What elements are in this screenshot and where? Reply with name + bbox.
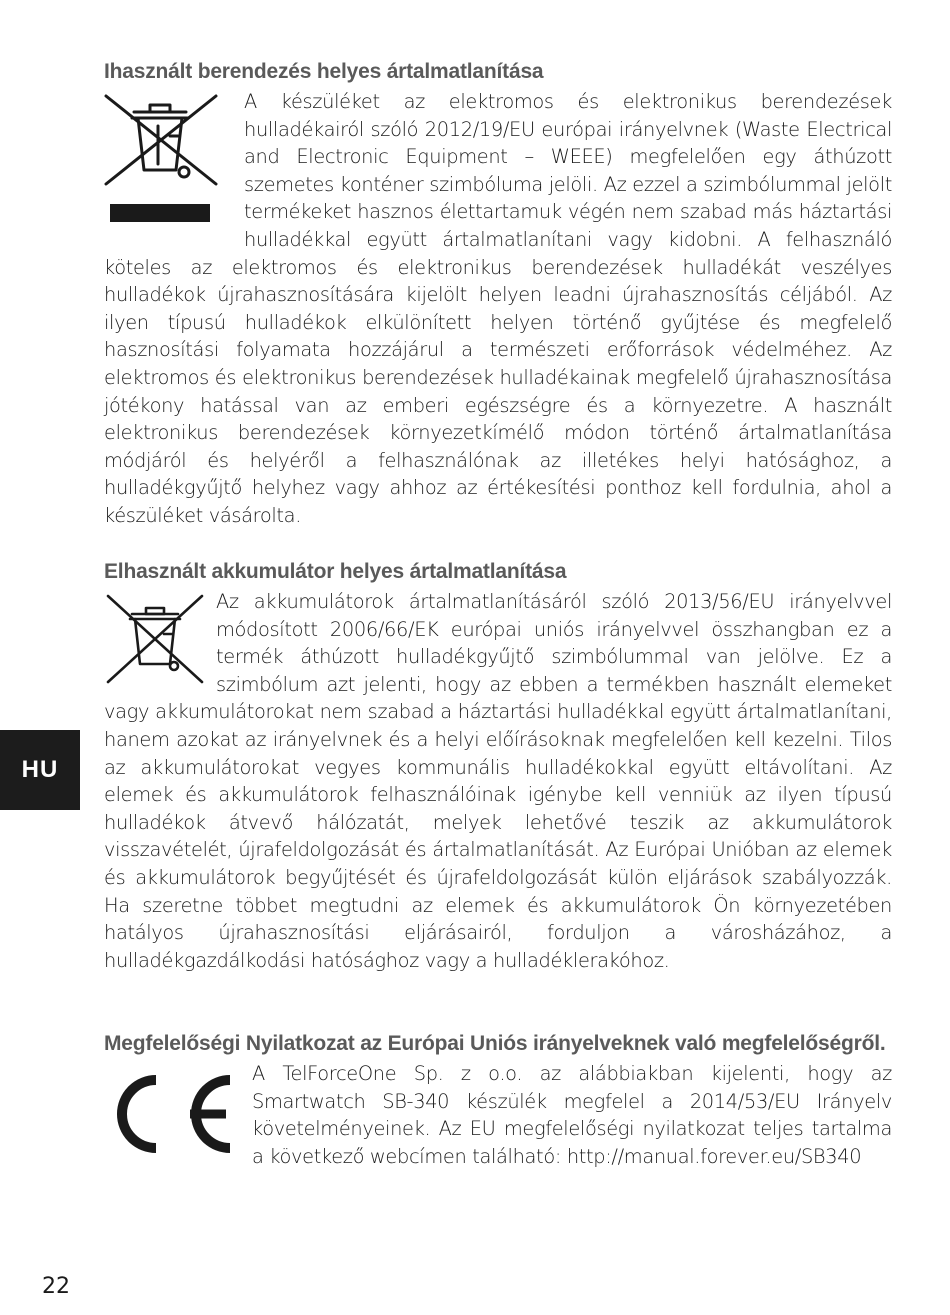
weee-section (104, 58, 892, 530)
ce-mark-icon (104, 1074, 240, 1154)
page-number: 22 (42, 1274, 70, 1299)
battery-bin-icon (104, 594, 206, 684)
conformity-paragraph (104, 1060, 892, 1170)
weee-body-text: A készüléket az elektromos és elektronikus berendezések hulladékairól szóló 2012/19/EU európai irányelvnek (Waste Electrical and Electronic Equipment – WEEE) megfelelően egy áthúzott szemetes konténer szimbóluma jelöli. Az ezzel a szimbólummal jelölt termékeket hasznos élettartamuk végén nem szabad más háztartási hulladékkal együtt ártalmatlanítani vagy kidobni. A felhasználó köteles az elektromos és elektronikus berendezések hulladékát veszélyes hulladékok újrahasznosítására kijelölt helyen leadni újrahasznosítás céljából. Az ilyen típusú hulladékok elkülönített helyen történő gyűjtése és megfelelő hasznosítási folyamata hozzájárul a természeti erőforrások védelméhez. Az elektromos és elektronikus berendezések hulladékainak megfelelő újrahasznosítása jótékony hatással van az emberi egészségre és a környezetre. A használt elektronikus berendezések környezetkímélő módon történő ártalmatlanítása módjáról és helyéről a felhasználónak az illetékes helyi hatósághoz, a hulladékgyűjtő helyhez vagy ahhoz az értékesítési ponthoz kell fordulnia, ahol a készüléket vásárolta. (104, 90, 892, 527)
conformity-section (104, 1030, 892, 1170)
battery-section (104, 558, 892, 974)
conformity-heading: Megfelelőségi Nyilatkozat az Európai Uniós irányelveknek való megfelelőségről. (104, 1032, 886, 1055)
crossed-out-wheelie-bin-icon (104, 92, 220, 232)
weee-heading: Ihasznált berendezés helyes ártalmatlanítása (104, 60, 544, 83)
language-tab: HU (0, 730, 80, 810)
battery-heading: Elhasznált akkumulátor helyes ártalmatlanítása (104, 560, 567, 583)
conformity-body-text: A TelForceOne Sp. z o.o. az alábbiakban kijelenti, hogy az Smartwatch SB-340 készülék megfelel a 2014/53/EU Irányelv követelményeinek. Az EU megfelelőségi nyilatkozat teljes tartalma a következő webcímen található: http://manual.forever.eu/SB340 (252, 1062, 892, 1168)
weee-paragraph (104, 88, 892, 530)
battery-body-text: Az akkumulátorok ártalmatlanításáról szóló 2013/56/EU irányelvvel módosított 2006/66/EK európai uniós irányelvvel összhangban ez a termék áthúzott hulladékgyűjtő szimbólummal van jelölve. Ez a szimbólum azt jelenti, hogy az ebben a termékben használt elemeket vagy akkumulátorokat nem szabad a háztartási hulladékkal együtt ártalmatlanítani, hanem azokat az irányelvnek és a helyi előírásoknak megfelelően kell kezelni. Tilos az akkumulátorokat vegyes kommunális hulladékokkal együtt eltávolítani. Az elemek és akkumulátorok felhasználóinak igénybe kell venniük az ilyen típusú hulladékok átvevő hálózatát, melyek lehetővé teszik az akkumulátorok visszavételét, újrafeldolgozását és ártalmatlanítását. Az Európai Unióban az elemek és akkumulátorok begyűjtését és újrafeldolgozását külön eljárások szabályozzák. Ha szeretne többet megtudni az elemek és akkumulátorok Ön környezetében hatályos újrahasznosítási eljárásairól, forduljon a városházához, a hulladékgazdálkodási hatósághoz vagy a hulladéklerakóhoz. (104, 590, 892, 972)
battery-paragraph (104, 588, 892, 974)
